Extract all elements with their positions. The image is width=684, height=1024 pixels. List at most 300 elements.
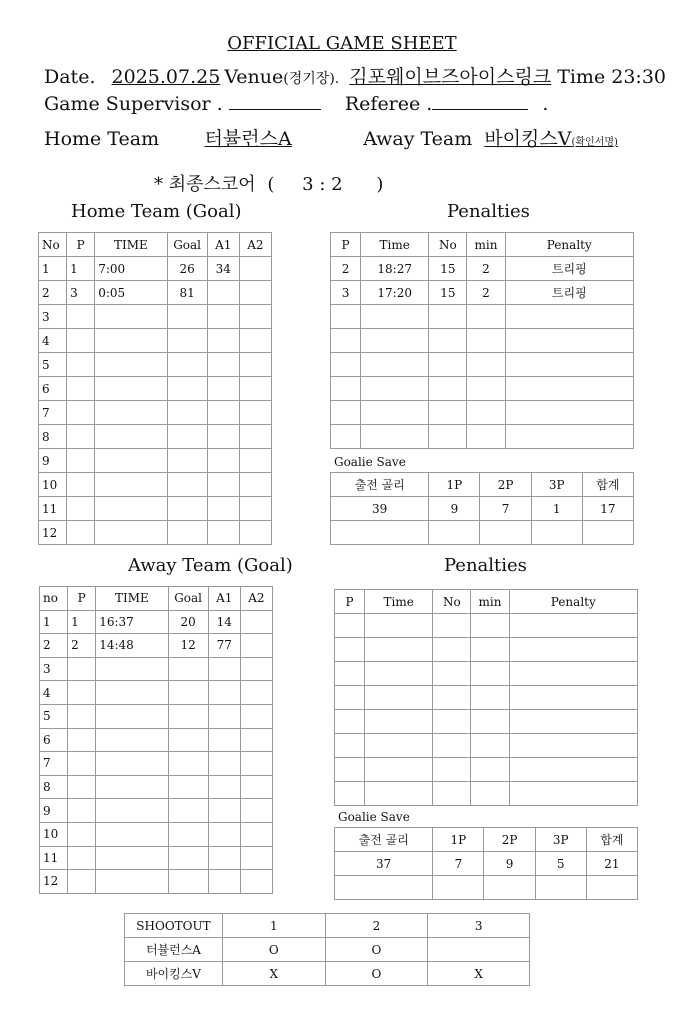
table-cell: 17:20: [361, 281, 429, 305]
home-penalties-title: Penalties: [447, 201, 530, 222]
table-cell: 9: [39, 449, 67, 473]
table-cell: [471, 782, 509, 806]
table-cell: [361, 425, 429, 449]
table-header-cell: No: [429, 233, 467, 257]
table-row: [40, 728, 273, 752]
table-cell: [208, 799, 240, 823]
table-cell: [167, 377, 207, 401]
table-row: [335, 758, 638, 782]
table-cell: [582, 521, 633, 545]
away-team-name: 바이킹스V: [484, 128, 572, 150]
table-cell: [467, 305, 505, 329]
table-cell: 8: [39, 425, 67, 449]
table-cell: [471, 734, 509, 758]
table-row: [331, 329, 634, 353]
home-team-label: Home Team: [44, 128, 160, 150]
table-header-cell: 1P: [433, 828, 484, 852]
table-cell: [239, 473, 271, 497]
table-cell: 1: [67, 257, 95, 281]
table-cell: 14: [208, 610, 240, 634]
table-cell: [509, 638, 637, 662]
home-goal-title: Home Team (Goal): [71, 201, 242, 222]
table-cell: 0:05: [95, 281, 167, 305]
table-cell: [68, 752, 96, 776]
table-header-cell: No: [39, 233, 67, 257]
table-row: [40, 704, 273, 728]
table-row: [331, 521, 634, 545]
final-score-value: 3 : 2: [302, 174, 343, 195]
table-cell: [484, 876, 535, 900]
table-cell: 2: [467, 257, 505, 281]
time-label: Time: [557, 66, 606, 88]
table-cell: [207, 473, 239, 497]
table-cell: [365, 758, 433, 782]
table-cell: [207, 497, 239, 521]
table-cell: 5: [535, 852, 586, 876]
header-teams-line: [44, 124, 618, 151]
table-cell: [96, 822, 168, 846]
table-cell: 9: [40, 799, 68, 823]
table-cell: [240, 846, 272, 870]
table-cell: [509, 734, 637, 758]
table-header-row: [335, 590, 638, 614]
table-cell: [167, 497, 207, 521]
table-cell: [433, 686, 471, 710]
table-cell: 7: [433, 852, 484, 876]
table-cell: [239, 329, 271, 353]
table-cell: [95, 377, 167, 401]
table-row: [40, 799, 273, 823]
table-row: [39, 329, 272, 353]
table-cell: 11: [39, 497, 67, 521]
table-row: [335, 710, 638, 734]
table-row: [40, 775, 273, 799]
table-row: [40, 610, 273, 634]
table-cell: [240, 657, 272, 681]
table-header-cell: A1: [207, 233, 239, 257]
table-row: [335, 782, 638, 806]
table-cell: 18:27: [361, 257, 429, 281]
table-cell: [509, 710, 637, 734]
table-cell: [95, 329, 167, 353]
home-goalie-label: Goalie Save: [334, 455, 406, 469]
table-cell: [68, 822, 96, 846]
table-cell: [239, 497, 271, 521]
table-header-row: [125, 914, 530, 938]
table-cell: [429, 353, 467, 377]
table-cell: [335, 638, 365, 662]
table-row: [39, 401, 272, 425]
table-header-cell: 출전 골리: [331, 473, 429, 497]
referee-blank: [432, 95, 528, 110]
table-cell: [509, 662, 637, 686]
table-cell: [208, 846, 240, 870]
table-cell: [433, 734, 471, 758]
table-row: [40, 657, 273, 681]
table-cell: [509, 782, 637, 806]
table-cell: [67, 353, 95, 377]
table-cell: [239, 377, 271, 401]
final-score-open: (: [267, 174, 275, 195]
table-row: [335, 734, 638, 758]
table-cell: [68, 799, 96, 823]
table-cell: [429, 425, 467, 449]
table-row: [40, 846, 273, 870]
table-cell: [428, 938, 530, 962]
table-cell: [207, 305, 239, 329]
table-cell: [96, 657, 168, 681]
table-cell: [531, 521, 582, 545]
table-cell: 2: [331, 257, 361, 281]
table-cell: [467, 401, 505, 425]
table-row: [40, 870, 273, 894]
referee-label: Referee .: [344, 93, 433, 115]
table-cell: [331, 521, 429, 545]
table-header-cell: 1P: [429, 473, 480, 497]
table-cell: 2: [40, 634, 68, 658]
table-cell: 21: [586, 852, 637, 876]
table-header-row: [39, 233, 272, 257]
table-header-cell: Goal: [168, 587, 208, 611]
table-cell: 2: [467, 281, 505, 305]
table-header-cell: No: [433, 590, 471, 614]
table-cell: [67, 329, 95, 353]
table-cell: [467, 377, 505, 401]
table-cell: [509, 614, 637, 638]
table-cell: 5: [40, 704, 68, 728]
table-header-cell: TIME: [95, 233, 167, 257]
table-cell: [586, 876, 637, 900]
table-cell: [365, 686, 433, 710]
table-cell: [361, 377, 429, 401]
table-cell: [429, 305, 467, 329]
table-cell: [208, 822, 240, 846]
table-cell: [429, 377, 467, 401]
table-cell: [208, 657, 240, 681]
table-cell: [167, 401, 207, 425]
referee-end: .: [542, 93, 549, 115]
table-cell: [240, 728, 272, 752]
table-cell: 10: [39, 473, 67, 497]
table-cell: [433, 638, 471, 662]
table-cell: [95, 497, 167, 521]
table-cell: [96, 728, 168, 752]
table-cell: [365, 638, 433, 662]
table-cell: [361, 305, 429, 329]
table-header-cell: 합계: [582, 473, 633, 497]
table-cell: [429, 401, 467, 425]
table-cell: 17: [582, 497, 633, 521]
table-cell: [95, 425, 167, 449]
table-cell: 1: [39, 257, 67, 281]
table-row: [335, 638, 638, 662]
table-row: [335, 686, 638, 710]
table-cell: [67, 425, 95, 449]
table-header-cell: 2P: [480, 473, 531, 497]
table-cell: [168, 704, 208, 728]
table-cell: [433, 662, 471, 686]
table-cell: [361, 353, 429, 377]
away-goal-title: Away Team (Goal): [128, 555, 293, 576]
table-cell: [67, 473, 95, 497]
table-cell: [239, 305, 271, 329]
table-header-cell: P: [68, 587, 96, 611]
table-cell: 26: [167, 257, 207, 281]
table-cell: [95, 353, 167, 377]
table-header-cell: SHOOTOUT: [125, 914, 223, 938]
table-cell: [471, 710, 509, 734]
table-cell: [335, 662, 365, 686]
table-cell: [239, 401, 271, 425]
table-row: [335, 662, 638, 686]
table-cell: 트리핑: [505, 257, 633, 281]
table-cell: [535, 876, 586, 900]
table-cell: [429, 521, 480, 545]
table-header-cell: A2: [239, 233, 271, 257]
table-cell: [208, 681, 240, 705]
table-cell: [331, 305, 361, 329]
table-cell: 7: [480, 497, 531, 521]
table-cell: [168, 728, 208, 752]
table-cell: [167, 473, 207, 497]
table-cell: [335, 614, 365, 638]
table-cell: [207, 449, 239, 473]
table-row: [331, 305, 634, 329]
home-goalie-table: [330, 472, 634, 545]
table-cell: [240, 634, 272, 658]
table-cell: [433, 782, 471, 806]
table-header-row: [335, 828, 638, 852]
table-cell: [239, 353, 271, 377]
table-cell: [471, 662, 509, 686]
table-cell: [331, 353, 361, 377]
table-header-cell: A1: [208, 587, 240, 611]
table-cell: [239, 425, 271, 449]
table-cell: [207, 353, 239, 377]
table-cell: O: [325, 962, 428, 986]
table-header-row: [331, 473, 634, 497]
table-row: [39, 281, 272, 305]
table-cell: [335, 876, 433, 900]
table-cell: [208, 775, 240, 799]
time-value: 23:30: [611, 66, 667, 88]
table-cell: [365, 662, 433, 686]
table-cell: [365, 614, 433, 638]
away-goals-table: [39, 586, 273, 894]
table-header-cell: no: [40, 587, 68, 611]
table-cell: 2: [68, 634, 96, 658]
venue-label: Venue: [224, 66, 284, 88]
table-cell: 터뷸런스A: [125, 938, 223, 962]
table-cell: 15: [429, 257, 467, 281]
table-cell: [208, 752, 240, 776]
header-date-line: [44, 62, 666, 89]
shootout-table: [124, 913, 530, 986]
table-cell: [509, 758, 637, 782]
table-header-cell: 1: [222, 914, 325, 938]
table-cell: [335, 686, 365, 710]
table-cell: 11: [40, 846, 68, 870]
table-header-cell: Penalty: [509, 590, 637, 614]
table-cell: 16:37: [96, 610, 168, 634]
table-cell: [68, 846, 96, 870]
table-cell: X: [428, 962, 530, 986]
table-cell: X: [222, 962, 325, 986]
table-cell: 6: [39, 377, 67, 401]
table-cell: [96, 846, 168, 870]
table-cell: [361, 401, 429, 425]
table-cell: [480, 521, 531, 545]
date-value: 2025.07.25: [111, 66, 221, 88]
table-cell: [207, 329, 239, 353]
table-cell: 4: [40, 681, 68, 705]
table-cell: [207, 401, 239, 425]
table-row: [39, 425, 272, 449]
table-header-cell: Time: [361, 233, 429, 257]
table-cell: [240, 610, 272, 634]
table-cell: [96, 775, 168, 799]
table-cell: 바이킹스V: [125, 962, 223, 986]
table-cell: [167, 425, 207, 449]
table-cell: [433, 614, 471, 638]
table-cell: [433, 876, 484, 900]
table-cell: [335, 758, 365, 782]
table-row: [39, 257, 272, 281]
table-cell: [467, 353, 505, 377]
table-cell: [240, 704, 272, 728]
table-cell: [68, 704, 96, 728]
table-cell: 9: [484, 852, 535, 876]
venue-value: 김포웨이브즈아이스링크: [349, 66, 552, 88]
table-cell: [68, 870, 96, 894]
table-row: [335, 876, 638, 900]
table-cell: [168, 870, 208, 894]
table-cell: [505, 377, 633, 401]
table-cell: [167, 449, 207, 473]
table-header-cell: P: [335, 590, 365, 614]
table-cell: [208, 728, 240, 752]
table-row: [331, 377, 634, 401]
table-cell: 1: [531, 497, 582, 521]
home-team-name: 터뷸런스A: [204, 128, 292, 150]
table-cell: [239, 257, 271, 281]
table-cell: 12: [39, 521, 67, 545]
table-cell: [331, 425, 361, 449]
supervisor-blank: [229, 95, 321, 110]
home-penalties-table: [330, 232, 634, 449]
table-cell: [365, 782, 433, 806]
away-team-label: Away Team: [363, 128, 473, 150]
table-row: [40, 681, 273, 705]
table-cell: 20: [168, 610, 208, 634]
table-cell: [96, 752, 168, 776]
table-cell: [95, 473, 167, 497]
table-cell: [167, 521, 207, 545]
table-row: [331, 281, 634, 305]
table-cell: [168, 681, 208, 705]
header-officials-line: [44, 93, 548, 115]
table-cell: 9: [429, 497, 480, 521]
table-cell: 3: [67, 281, 95, 305]
table-row: [40, 752, 273, 776]
table-row: [331, 425, 634, 449]
table-cell: [67, 305, 95, 329]
table-cell: 77: [208, 634, 240, 658]
table-header-cell: 3P: [531, 473, 582, 497]
table-row: [335, 614, 638, 638]
table-header-cell: min: [471, 590, 509, 614]
table-row: [39, 473, 272, 497]
final-score-close: ): [376, 174, 384, 195]
table-cell: [208, 870, 240, 894]
table-cell: [240, 870, 272, 894]
page-title: OFFICIAL GAME SHEET: [227, 33, 457, 54]
table-row: [331, 257, 634, 281]
table-row: [331, 401, 634, 425]
table-cell: [96, 799, 168, 823]
table-cell: 8: [40, 775, 68, 799]
table-row: [39, 497, 272, 521]
table-cell: [505, 329, 633, 353]
table-cell: [207, 281, 239, 305]
table-cell: [67, 497, 95, 521]
table-cell: [471, 686, 509, 710]
table-cell: [471, 758, 509, 782]
table-cell: [96, 870, 168, 894]
table-cell: 3: [39, 305, 67, 329]
table-cell: 1: [40, 610, 68, 634]
table-cell: [239, 281, 271, 305]
table-header-cell: 3P: [535, 828, 586, 852]
table-row: [39, 521, 272, 545]
table-header-cell: min: [467, 233, 505, 257]
table-cell: [433, 710, 471, 734]
table-cell: [429, 329, 467, 353]
table-cell: [509, 686, 637, 710]
table-row: [331, 497, 634, 521]
table-cell: [207, 425, 239, 449]
table-cell: [168, 799, 208, 823]
table-row: [125, 938, 530, 962]
table-cell: 7: [39, 401, 67, 425]
table-cell: [505, 353, 633, 377]
table-cell: 2: [39, 281, 67, 305]
table-cell: [365, 734, 433, 758]
table-cell: [331, 329, 361, 353]
sign-note: (확인서명): [571, 137, 618, 148]
table-cell: 15: [429, 281, 467, 305]
table-cell: [96, 681, 168, 705]
table-cell: [335, 710, 365, 734]
table-cell: [240, 681, 272, 705]
table-cell: [433, 758, 471, 782]
table-cell: [240, 799, 272, 823]
table-cell: 7:00: [95, 257, 167, 281]
table-header-row: [40, 587, 273, 611]
table-cell: O: [325, 938, 428, 962]
table-header-cell: P: [67, 233, 95, 257]
table-header-cell: Goal: [167, 233, 207, 257]
table-cell: [471, 638, 509, 662]
table-cell: [239, 449, 271, 473]
table-cell: [208, 704, 240, 728]
table-cell: [168, 822, 208, 846]
table-cell: [331, 401, 361, 425]
table-cell: [240, 752, 272, 776]
table-cell: [471, 614, 509, 638]
table-header-cell: 출전 골리: [335, 828, 433, 852]
away-goalie-table: [334, 827, 638, 900]
